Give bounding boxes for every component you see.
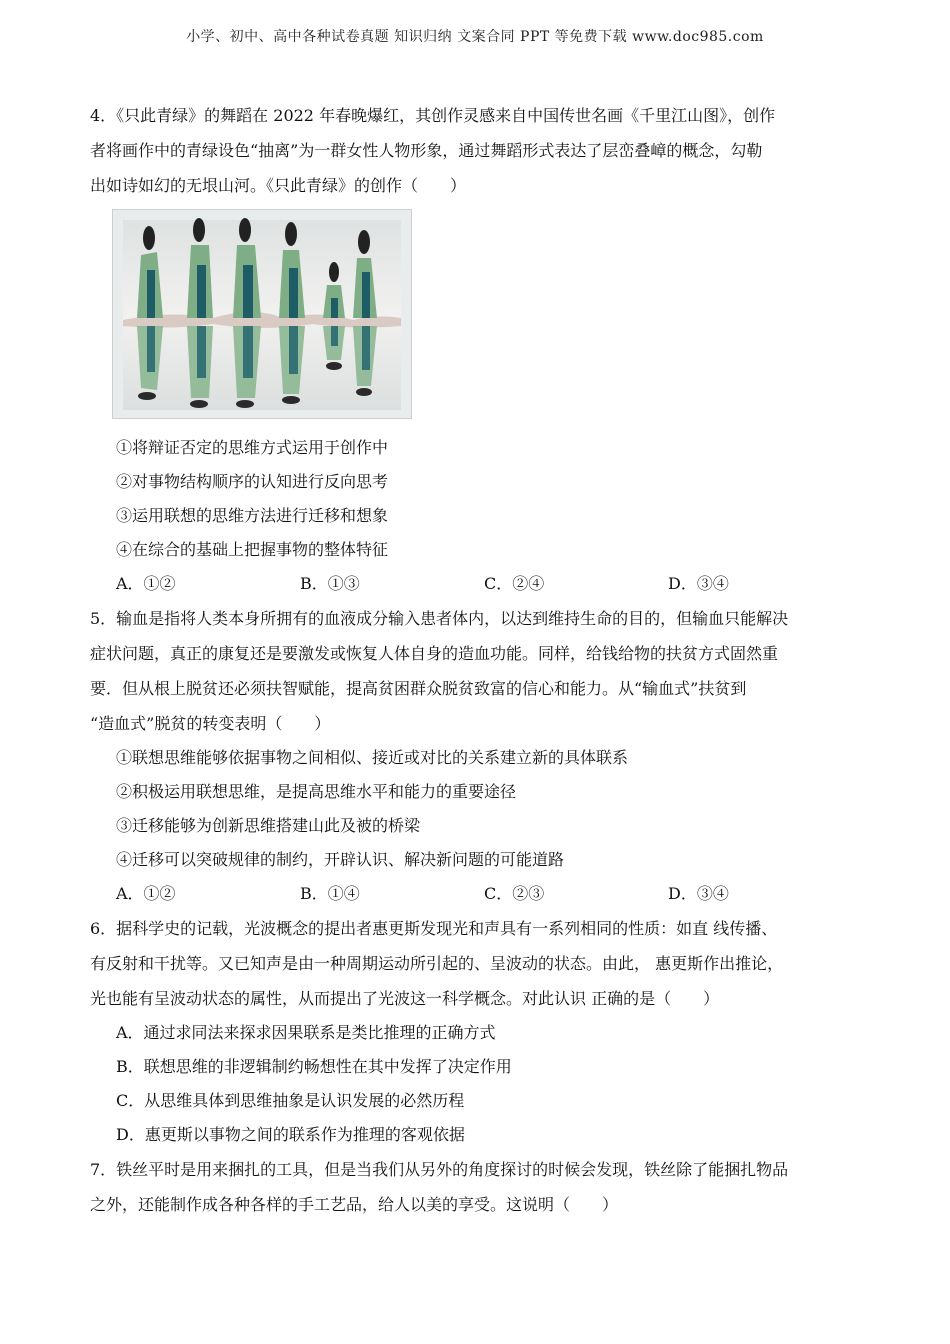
question-stem-line: 7．铁丝平时是用来捆扎的工具，但是当我们从另外的角度探讨的时候会发现，铁丝除了能捆扎物品 (90, 1160, 789, 1179)
statement-option: ④在综合的基础上把握事物的整体特征 (116, 540, 389, 559)
dance-photo (112, 209, 412, 419)
choice-a: A．①② (116, 884, 176, 903)
statement-option: ③运用联想的思维方法进行迁移和想象 (116, 506, 389, 525)
question-stem-line: “造血式”脱贫的转变表明（ ） (90, 714, 331, 733)
choice-d: D．③④ (668, 884, 729, 903)
choice-d: D．③④ (668, 574, 729, 593)
question-stem-line: 出如诗如幻的无垠山河。《只此青绿》的创作（ ） (90, 176, 467, 195)
question-6 (90, 911, 860, 1152)
choice-b: B．①③ (300, 574, 360, 593)
question-4 (90, 98, 860, 601)
choice-c: C．②③ (484, 884, 545, 903)
answer-option-d: D．惠更斯以事物之间的联系作为推理的客观依据 (116, 1125, 465, 1144)
exam-content (90, 98, 860, 1222)
answer-choices (90, 567, 860, 601)
choice-b: B．①④ (300, 884, 360, 903)
question-stem-line: 症状问题，真正的康复还是要激发或恢复人体自身的造血功能。同样，给钱给物的扶贫方式固然重 (90, 644, 779, 663)
question-stem-line: 之外，还能制作成各种各样的手工艺品，给人以美的享受。这说明（ ） (90, 1195, 619, 1214)
answer-option-b: B．联想思维的非逻辑制约畅想性在其中发挥了决定作用 (116, 1057, 512, 1076)
question-stem-line: 有反射和干扰等。又已知声是由一种周期运动所引起的、呈波动的状态。由此， 惠更斯作出推论， (90, 954, 784, 973)
statement-option: ③迁移能够为创新思维搭建山此及被的桥梁 (116, 816, 421, 835)
choice-a: A．①② (116, 574, 176, 593)
statement-option: ①将辩证否定的思维方式运用于创作中 (116, 438, 389, 457)
question-stem-line: 4．《只此青绿》的舞蹈在 2022 年春晚爆红，其创作灵感来自中国传世名画《千里江山图》，创作 (90, 106, 776, 125)
choice-c: C．②④ (484, 574, 545, 593)
statement-option: ②积极运用联想思维，是提高思维水平和能力的重要途径 (116, 782, 517, 801)
question-stem-line: 要．但从根上脱贫还必须扶智赋能，提高贫困群众脱贫致富的信心和能力。从“输血式”扶贫到 (90, 679, 747, 698)
page-header: 小学、初中、高中各种试卷真题 知识归纳 文案合同 PPT 等免费下载 www.doc985.com (186, 29, 764, 45)
question-stem-line: 6．据科学史的记载，光波概念的提出者惠更斯发现光和声具有一系列相同的性质：如直 线传播、 (90, 919, 778, 938)
question-5 (90, 601, 860, 911)
question-stem-line: 5．输血是指将人类本身所拥有的血液成分输入患者体内，以达到维持生命的目的，但输血只能解决 (90, 609, 789, 628)
statement-option: ②对事物结构顺序的认知进行反向思考 (116, 472, 389, 491)
question-stem-line: 光也能有呈波动状态的属性，从而提出了光波这一科学概念。对此认识 正确的是（ ） (90, 989, 720, 1008)
statement-option: ①联想思维能够依据事物之间相似、接近或对比的关系建立新的具体联系 (116, 748, 629, 767)
question-stem-line: 者将画作中的青绿设色“抽离”为一群女性人物形象，通过舞蹈形式表达了层峦叠嶂的概念，勾勒 (90, 141, 763, 160)
question-7 (90, 1152, 860, 1222)
statement-option: ④迁移可以突破规律的制约，开辟认识、解决新问题的可能道路 (116, 850, 565, 869)
answer-choices (90, 877, 860, 911)
answer-option-c: C．从思维具体到思维抽象是认识发展的必然历程 (116, 1091, 465, 1110)
dancers-reflection-illustration (113, 210, 411, 418)
answer-option-a: A．通过求同法来探求因果联系是类比推理的正确方式 (116, 1023, 496, 1042)
